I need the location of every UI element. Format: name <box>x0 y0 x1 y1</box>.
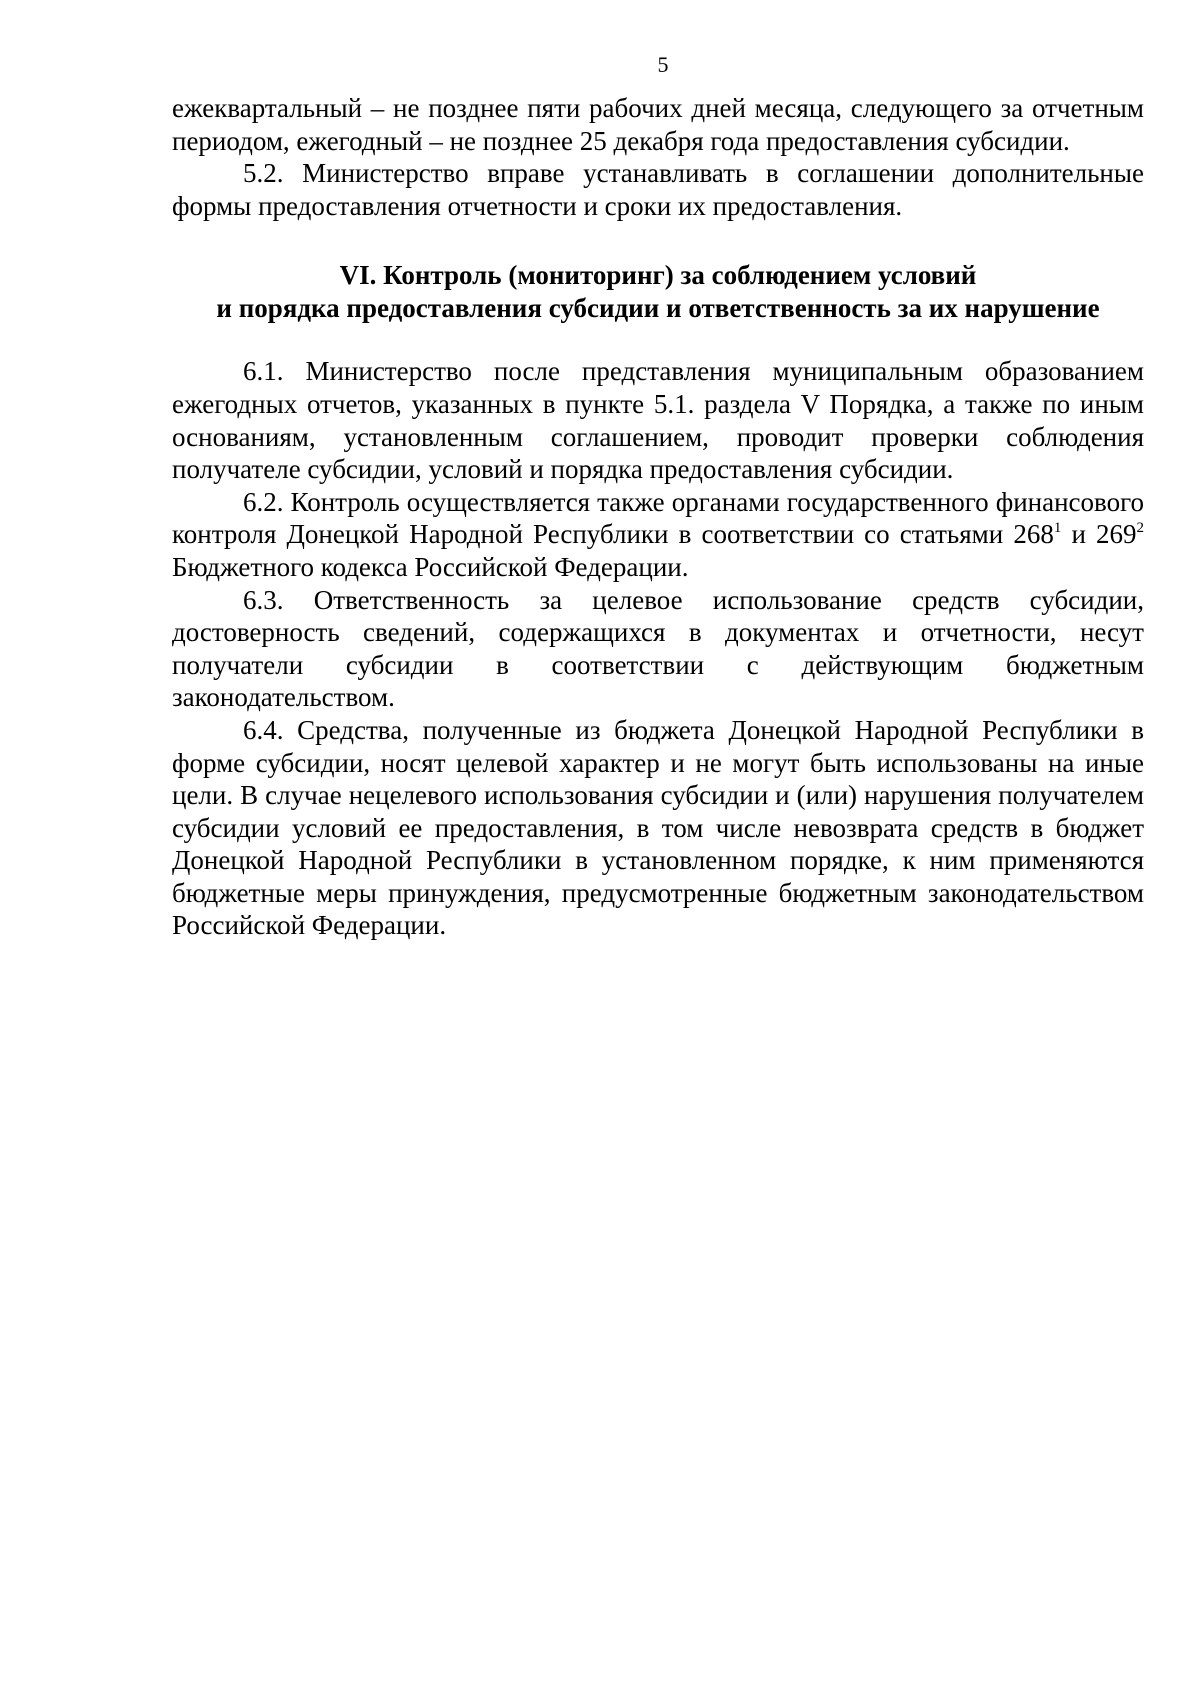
section-heading-line-1: VI. Контроль (мониторинг) за соблюдением условий <box>339 260 977 291</box>
paragraph-6-2 <box>172 486 1144 584</box>
paragraph-6-3: 6.3. Ответственность за целевое использование средств субсидии, достоверность сведений, содержащихся в документах и отчетности, несут получатели субсидии в соответствии с действующим бюджетным законодательством. <box>172 584 1144 713</box>
superscript-2: 2 <box>1136 520 1145 537</box>
paragraph-5-2: 5.2. Министерство вправе устанавливать в соглашении дополнительные формы предоставления отчетности и сроки их предоставления. <box>172 158 1144 221</box>
paragraph-6-2-text-start: 6.2. Контроль осуществляется также органами государственного финансового контроля Донецкой Народной Республики в соответствии со статьями 268 <box>172 486 1144 550</box>
paragraph-6-2-text-mid: и 269 <box>1061 519 1137 550</box>
paragraph-5-1-continuation: ежеквартальный – не позднее пяти рабочих дней месяца, следующего за отчетным периодом, ежегодный – не позднее 25 декабря года предоставления субсидии. <box>172 93 1144 156</box>
paragraph-6-1: 6.1. Министерство после представления муниципальным образованием ежегодных отчетов, указанных в пункте 5.1. раздела V Порядка, а также по иным основаниям, установленным соглашением, проводит проверки соблюдения получателе субсидии, условий и порядка предоставления субсидии. <box>172 356 1144 485</box>
section-heading-vi <box>172 259 1144 325</box>
paragraph-6-4: 6.4. Средства, полученные из бюджета Донецкой Народной Республики в форме субсидии, носят целевой характер и не могут быть использованы на иные цели. В случае нецелевого использования субсидии и (или) нарушения получателем субсидии условий ее предоставления, в том числе невозврата средств в бюджет Донецкой Народной Республики в установленном порядке, к ним применяются бюджетные меры принуждения, предусмотренные бюджетным законодательством Российской Федерации. <box>172 714 1144 941</box>
document-page <box>172 52 1144 942</box>
superscript-1: 1 <box>1053 520 1062 537</box>
section-heading-line-2: и порядка предоставления субсидии и ответственность за их нарушение <box>216 293 1100 324</box>
page-number: 5 <box>657 52 669 77</box>
paragraph-6-2-text-end: Бюджетного кодекса Российской Федерации. <box>172 551 689 582</box>
